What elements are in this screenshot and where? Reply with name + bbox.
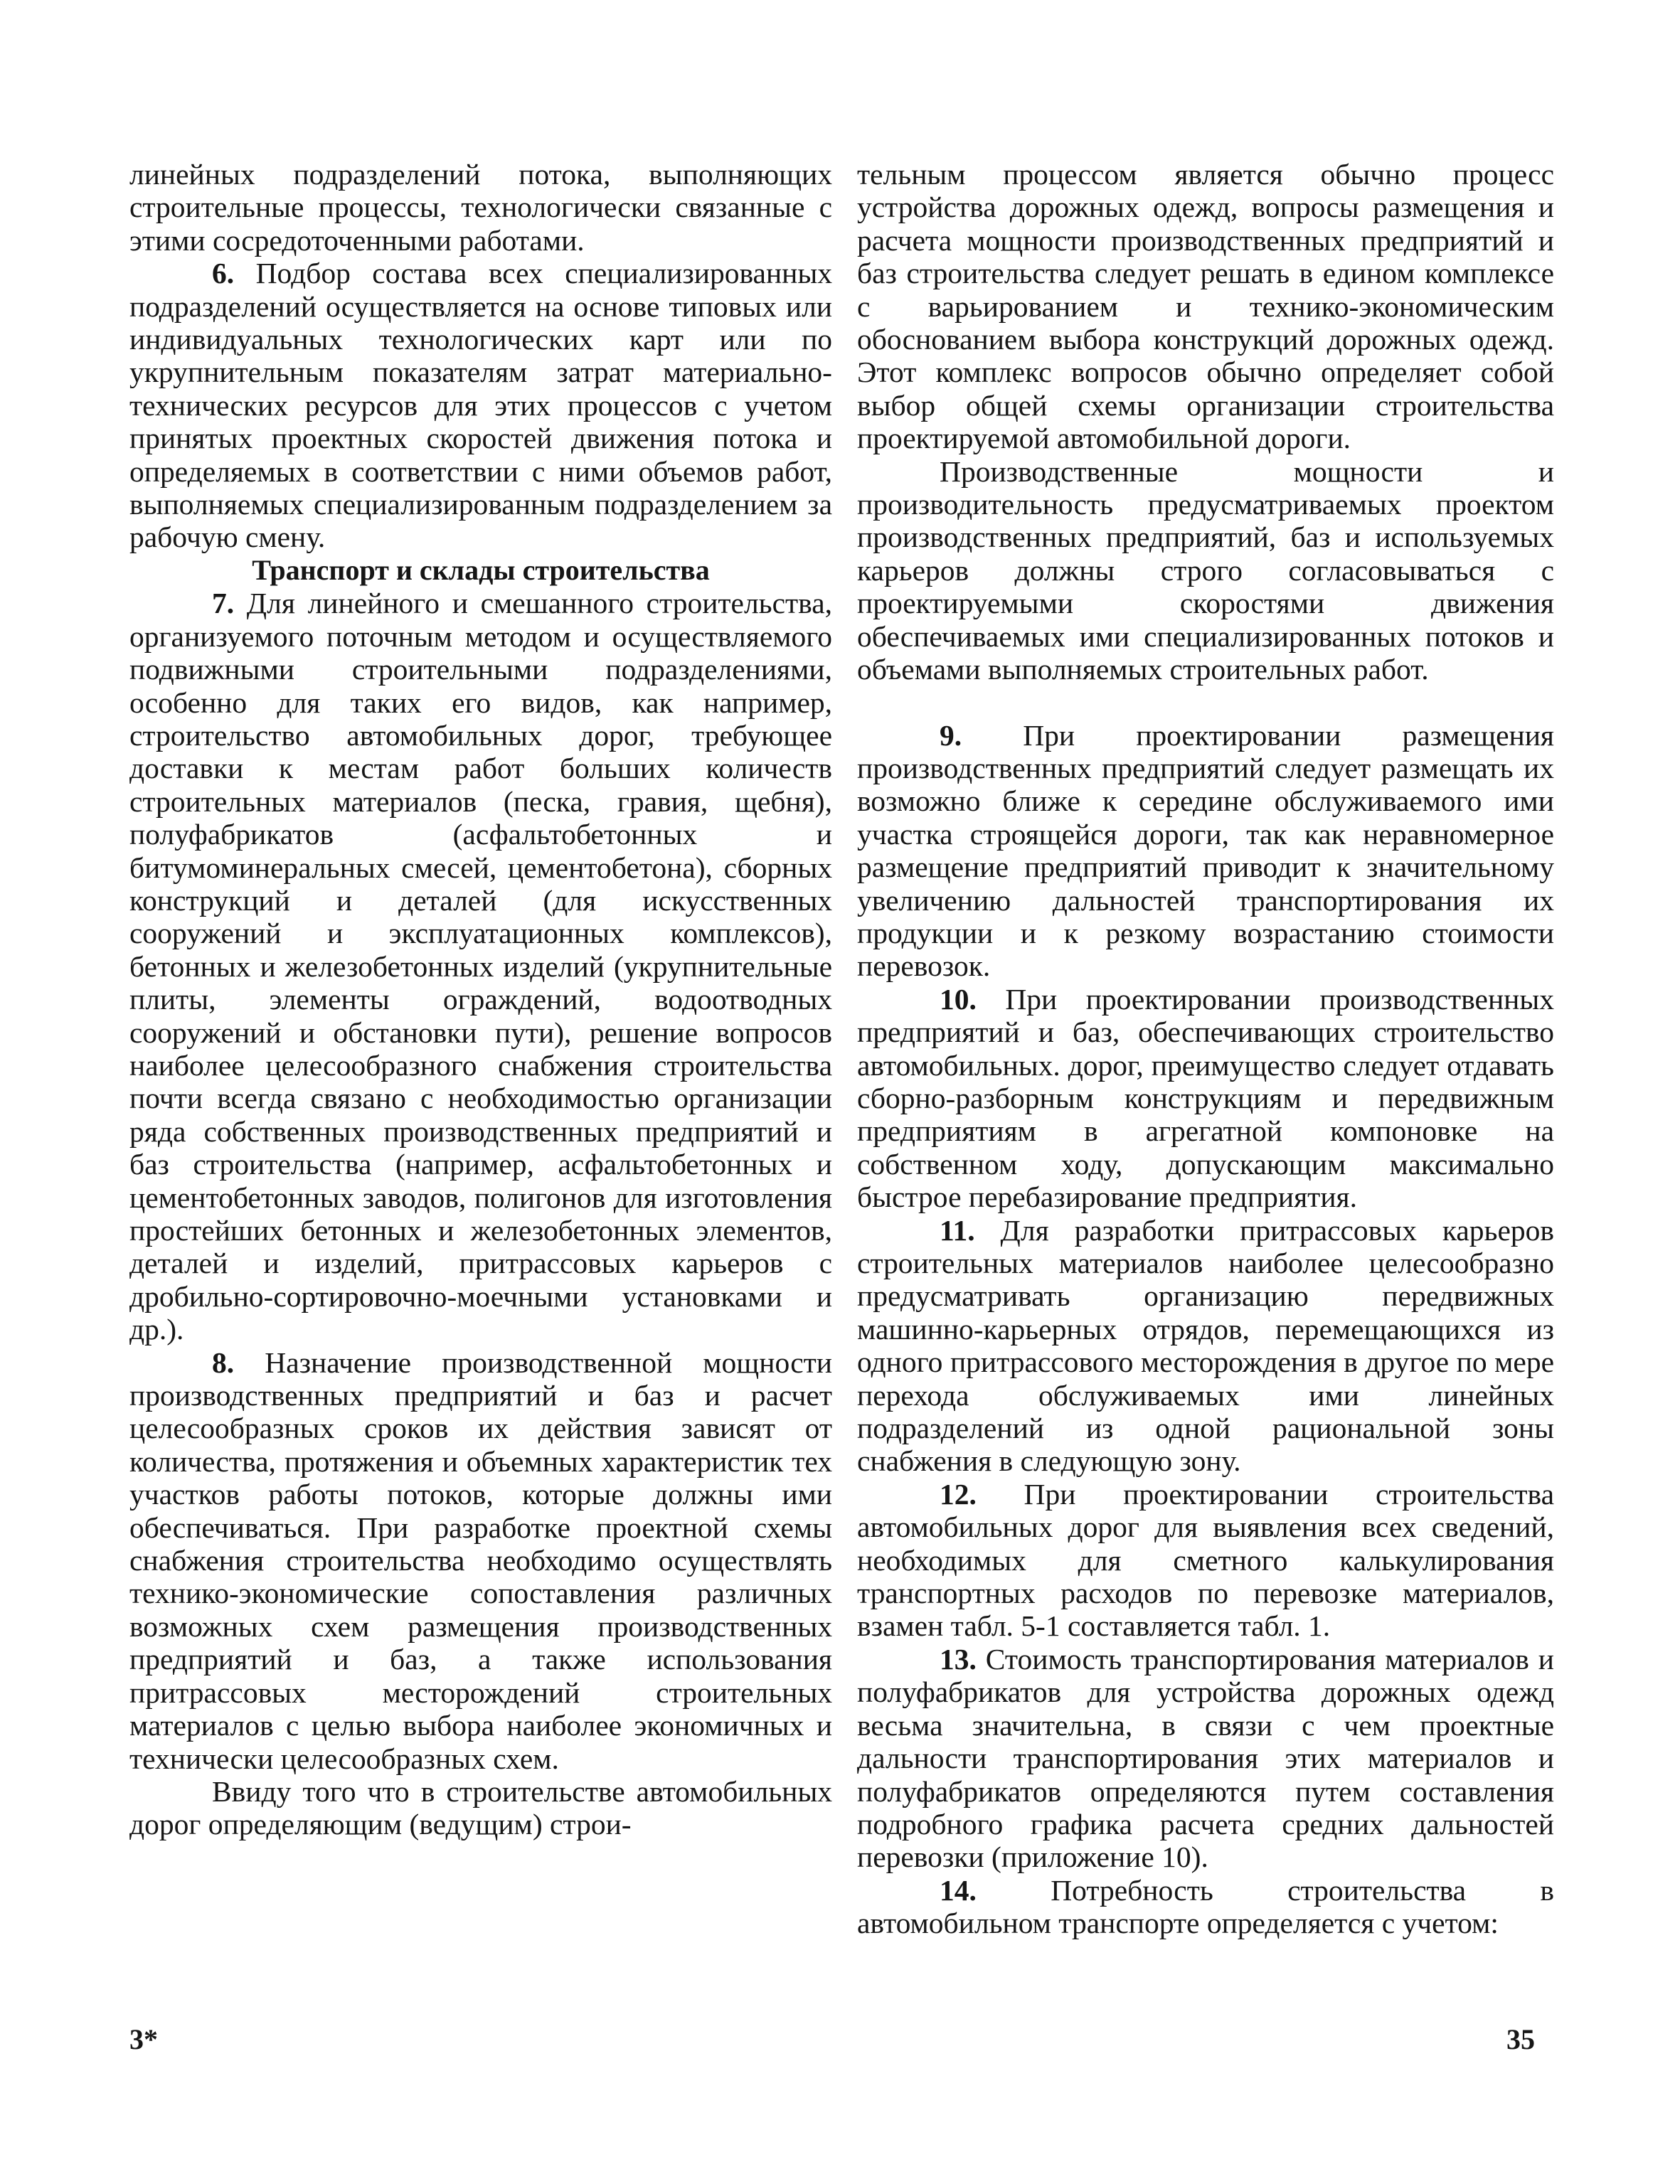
paragraph-text: Подбор состава всех специализированных подразделений осуществляется на основе типовых или индивидуальных технологических карт или по укрупнительным показателям затрат материально-технических ресурсов для этих процессов с учетом принятых проектных скоростей движения потока и определяемых в соответствии с ними объемов работ, выполняемых специализированным подразделением за рабочую смену. (129, 257, 832, 554)
paragraph-10 (857, 983, 1554, 1214)
paragraph-9 (857, 719, 1554, 983)
paragraph-7 (129, 587, 832, 1346)
paragraph-text: При проектировании размещения производственных предприятий следует размещать их возможно ближе к середине обслуживаемого ими участка строящейся дороги, так как неравномерное размещение предприятий приводит к значительному увеличению дальностей транспортирования их продукции и к резкому возрастанию стоимости перевозок. (857, 718, 1554, 983)
paragraph-number: 12. (940, 1477, 977, 1511)
paragraph-13 (857, 1643, 1554, 1874)
paragraph-text: Назначение производственной мощности производственных предприятий и баз и расчет целесообразных сроков их действия зависят от количества, протяжения и объемных характеристик тех участков работы потоков, которые должны ими обеспечиваться. При разработке проектной схемы снабжения строительства необходимо осуществлять технико-экономические сопоставления различных возможных схем размещения производственных предприятий и баз, а также использования притрассовых месторождений строительных материалов с целью выбора наиболее экономичных и технически целесообразных схем. (129, 1346, 832, 1775)
paragraph-number: 10. (940, 982, 977, 1016)
paragraph-number: 8. (212, 1346, 235, 1379)
paragraph-6 (129, 257, 832, 554)
paragraph-text: Потребность строительства в автомобильном транспорте определяется с учетом: (857, 1873, 1555, 1940)
paragraph-number: 11. (940, 1213, 975, 1247)
paragraph-number: 14. (940, 1873, 977, 1907)
signature-mark: 3* (129, 2023, 158, 2055)
paragraph-text: При проектировании строительства автомобильных дорог для выявления всех сведений, необходимых для сметного калькулирования транспортных расходов по перевозке материалов, взамен табл. 5-1 составляется табл. 1. (857, 1477, 1554, 1643)
paragraph-continuation: тельным процессом является обычно процесс устройства дорожных одежд, вопросы размещения и расчета мощности производственных предприятий и баз строительства следует решать в едином комплексе с варьированием и технико-экономическим обоснованием выбора конструкций дорожных одежд. Этот комплекс вопросов обычно определяет собой выбор общей схемы организации строительства проектируемой автомобильной дороги. (857, 158, 1554, 455)
paragraph-number: 7. (212, 587, 235, 620)
paragraph-number: 13. (940, 1642, 977, 1676)
paragraph-continuation: линейных подразделений потока, выполняющих строительные процессы, технологически связанные с этими сосредоточенными работами. (129, 158, 832, 257)
paragraph-text: Для разработки притрассовых карьеров строительных материалов наиболее целесообразно предусматривать организацию передвижных машинно-карьерных отрядов, перемещающихся из одного притрассового месторождения в другое по мере перехода обслуживаемых ими линейных подразделений из одной рациональной зоны снабжения в следующую зону. (857, 1213, 1555, 1478)
paragraph-14 (857, 1874, 1554, 1940)
paragraph-vvidu: Ввиду того что в строительстве автомобильных дорог определяющим (ведущим) строи- (129, 1774, 832, 1841)
section-heading: Транспорт и склады строительства (252, 553, 710, 586)
paragraph-8 (129, 1346, 832, 1775)
paragraph-capacity: Производственные мощности и производительность предусматриваемых проектом производственных предприятий, баз и используемых карьеров должны строго согласовываться с проектируемыми скоростями движения обеспечиваемых ими специализированных потоков и объемами выполняемых строительных работ. (857, 454, 1554, 686)
paragraph-number: 6. (212, 257, 235, 290)
paragraph-12 (857, 1478, 1554, 1643)
right-column (857, 158, 1554, 1940)
paragraph-text: При проектировании производственных предприятий и баз, обеспечивающих строительство автомобильных. дорог, преимущество следует отдавать сборно-разборным конструкциям и передвижным предприятиям в агрегатной компоновке на собственном ходу, допускающим максимально быстрое перебазирование предприятия. (857, 982, 1555, 1214)
paragraph-number: 9. (940, 718, 962, 752)
paragraph-11 (857, 1214, 1554, 1478)
paragraph-text: Для линейного и смешанного строительства, организуемого поточным методом и осуществляемого подвижными строительными подразделениями, особенно для таких его видов, как например, строительство автомобильных дорог, требующее доставки к местам работ больших количеств строительных материалов (песка, гравия, щебня), полуфабрикатов (асфальтобетонных и битумоминеральных смесей, цементобетона), сборных конструкций и деталей (для искусственных сооружений и эксплуатационных комплексов), бетонных и железобетонных изделий (укрупнительные плиты, элементы ограждений, водоотводных сооружений и обстановки пути), решение вопросов наиболее целесообразного снабжения строительства почти всегда связано с необходимостью организации ряда собственных производственных предприятий и баз строительства (например, асфальтобетонных и цементобетонных заводов, полигонов для изготовления простейших бетонных и железобетонных элементов, деталей и изделий, притрассовых карьеров с дробильно-сортировочно-моечными установками и др.). (129, 587, 832, 1346)
paragraph-text: Стоимость транспортирования материалов и полуфабрикатов для устройства дорожных одежд весьма значительна, в связи с чем проектные дальности транспортирования этих материалов и полуфабрикатов определяются путем составления подробного графика расчета средних дальностей перевозки (приложение 10). (857, 1642, 1554, 1874)
page-number: 35 (1506, 2023, 1535, 2055)
left-column (129, 158, 832, 1841)
